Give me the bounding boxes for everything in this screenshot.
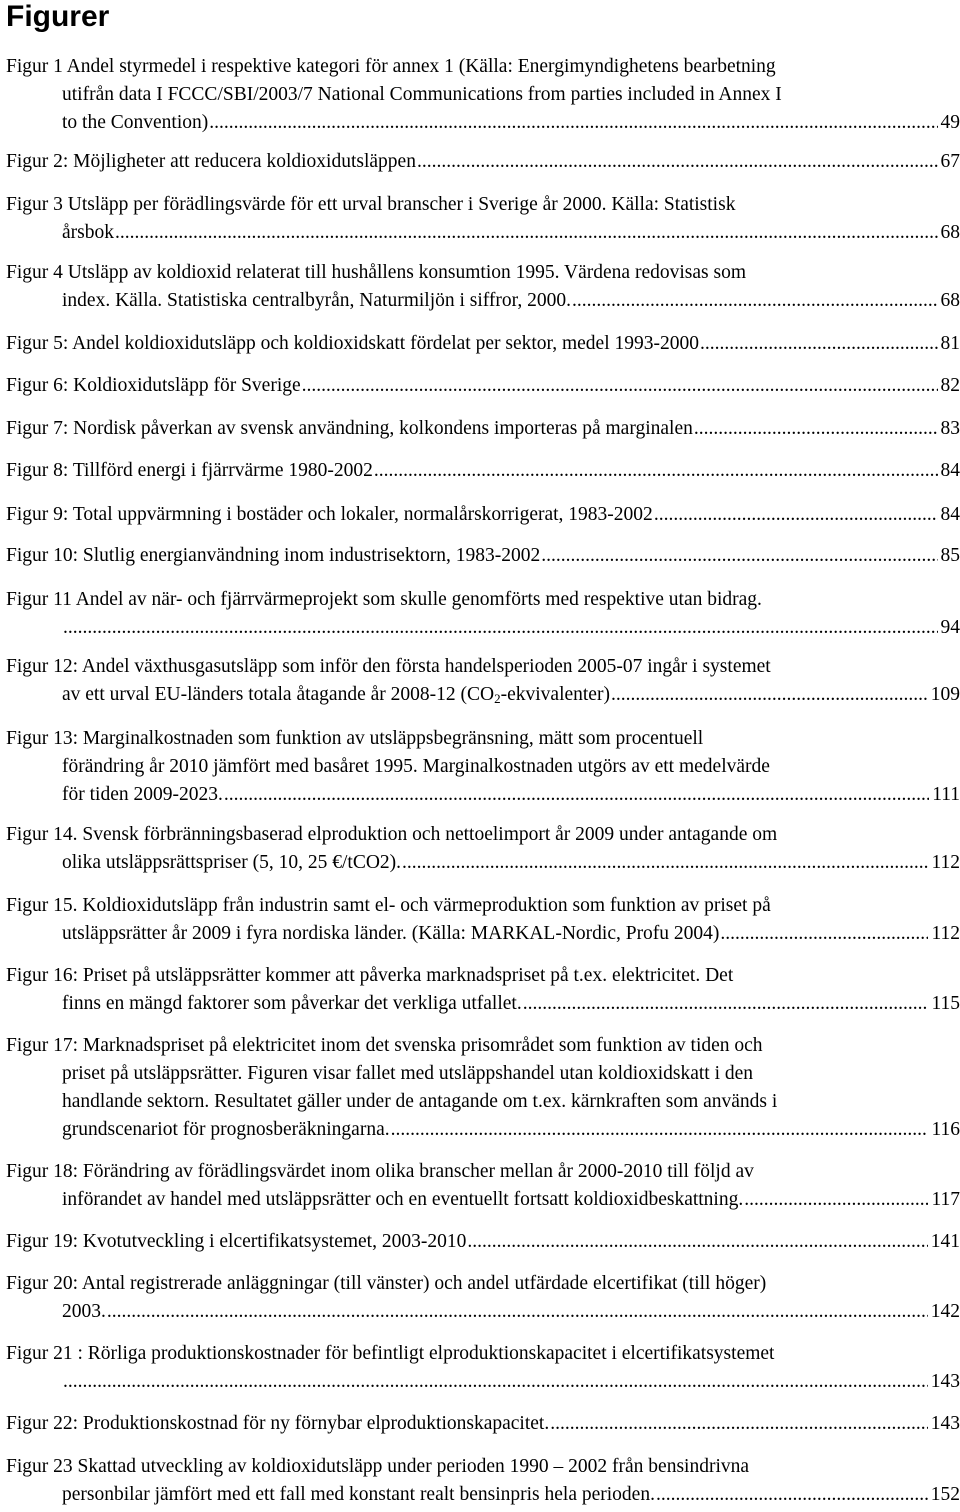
- toc-line: [62, 990, 960, 1018]
- entry-caption: utifrån data I FCCC/SBI/2003/7 National Communications from parties included in Annex I: [62, 84, 782, 105]
- page-number: 94: [940, 617, 960, 638]
- toc-line: [6, 53, 960, 81]
- dot-leader: [402, 849, 928, 877]
- page-number: 82: [940, 375, 960, 396]
- page-number: 116: [931, 1119, 960, 1140]
- toc-line: [6, 191, 960, 219]
- entry-caption: Figur 10: Slutlig energianvändning inom industrisektorn, 1983-2002: [6, 545, 541, 566]
- page-number: 68: [940, 222, 960, 243]
- page-number: 49: [940, 112, 960, 133]
- page-number: 115: [931, 993, 960, 1014]
- entry-caption: index. Källa. Statistiska centralbyrån, Naturmiljön i siffror, 2000.: [62, 290, 571, 311]
- toc-line: [6, 330, 960, 358]
- entry-caption: förändring år 2010 jämfört med basåret 1995. Marginalkostnaden utgörs av ett medelvärde: [62, 756, 770, 777]
- dot-leader: [611, 681, 928, 709]
- page-number: 67: [940, 151, 960, 172]
- dot-leader: [467, 1228, 927, 1256]
- entry-caption: utsläppsrätter år 2009 i fyra nordiska länder. (Källa: MARKAL-Nordic, Profu 2004): [62, 923, 720, 944]
- entry-caption: Figur 6: Koldioxidutsläpp för Sverige: [6, 375, 301, 396]
- dot-leader: [700, 330, 938, 358]
- toc-line: [62, 1298, 960, 1326]
- dot-leader: [694, 415, 938, 443]
- dot-leader: [654, 501, 938, 529]
- page-number: 143: [930, 1371, 960, 1392]
- dot-leader: [572, 287, 938, 315]
- entry-caption: årsbok: [62, 222, 114, 243]
- entry-caption: Figur 2: Möjligheter att reducera koldioxidutsläppen: [6, 151, 416, 172]
- toc-line: [62, 109, 960, 137]
- entry-caption: Figur 19: Kvotutveckling i elcertifikatsystemet, 2003-2010: [6, 1231, 467, 1252]
- toc-line: [6, 1228, 960, 1256]
- entry-caption: olika utsläppsrättspriser (5, 10, 25 €/tCO2).: [62, 852, 402, 873]
- toc-line: [62, 681, 960, 709]
- dot-leader: [541, 542, 937, 570]
- toc-line: [6, 653, 960, 681]
- page-number: 117: [931, 1189, 960, 1210]
- entry-caption: grundscenariot för prognosberäkningarna.: [62, 1119, 390, 1140]
- dot-leader: [302, 372, 938, 400]
- dot-leader: [550, 1410, 928, 1438]
- page-number: 111: [932, 784, 960, 805]
- dot-leader: [417, 148, 938, 176]
- toc-line: [6, 892, 960, 920]
- entry-caption: Figur 5: Andel koldioxidutsläpp och koldioxidskatt fördelat per sektor, medel 1993-2000: [6, 333, 699, 354]
- toc-line: [62, 1186, 960, 1214]
- entry-caption: Figur 21 : Rörliga produktionskostnader för befintligt elproduktionskapacitet i elcertifikatsystemet: [6, 1343, 775, 1364]
- toc-line: [62, 287, 960, 315]
- toc-line: [6, 1340, 960, 1368]
- toc-line: [6, 586, 960, 614]
- entry-caption: Figur 3 Utsläpp per förädlingsvärde för ett urval branscher i Sverige år 2000. Källa: Statistisk: [6, 194, 736, 215]
- toc-line: [6, 725, 960, 753]
- page-number: 68: [940, 290, 960, 311]
- entry-caption: finns en mängd faktorer som påverkar det verkliga utfallet.: [62, 993, 522, 1014]
- entry-caption: handlande sektorn. Resultatet gäller under de antagande om t.ex. kärnkraften som används i: [62, 1091, 778, 1112]
- entry-caption: Figur 7: Nordisk påverkan av svensk användning, kolkondens importeras på marginalen: [6, 418, 693, 439]
- dot-leader: [720, 920, 928, 948]
- toc-line: [62, 614, 960, 642]
- toc-line: [6, 148, 960, 176]
- toc-line: [62, 1088, 960, 1116]
- toc-line: [62, 81, 960, 109]
- toc-line: [6, 372, 960, 400]
- entry-caption: av ett urval EU-länders totala åtagande år 2008-12 $(CO_2-ekvivalenter)$: [62, 684, 610, 706]
- entry-caption: Figur 22: Produktionskostnad för ny förnybar elproduktionskapacitet.: [6, 1413, 550, 1434]
- dot-leader: [656, 1481, 928, 1509]
- page-number: 85: [940, 545, 960, 566]
- toc-line: [6, 501, 960, 529]
- page-heading: Figurer: [6, 0, 110, 33]
- entry-caption: Figur 1 Andel styrmedel i respektive kategori för annex 1 (Källa: Energimyndighetens bearbetning: [6, 56, 776, 77]
- entry-caption: Figur 14. Svensk förbränningsbaserad elproduktion och nettoelimport år 2009 under antagande om: [6, 824, 778, 845]
- toc-line: [62, 1116, 960, 1144]
- dot-leader: [523, 990, 929, 1018]
- entry-caption: för tiden 2009-2023.: [62, 784, 223, 805]
- toc-line: [6, 1453, 960, 1481]
- entry-caption: Figur 4 Utsläpp av koldioxid relaterat till hushållens konsumtion 1995. Värdena redovisas som: [6, 262, 746, 283]
- dot-leader: [224, 781, 929, 809]
- dot-leader: [115, 219, 938, 247]
- dot-leader: [744, 1186, 928, 1214]
- page-number: 81: [940, 333, 960, 354]
- page-number: 143: [930, 1413, 960, 1434]
- entry-caption: Figur 15. Koldioxidutsläpp från industrin samt el- och värmeproduktion som funktion av priset på: [6, 895, 771, 916]
- dot-leader: [63, 614, 938, 642]
- subscript: 2: [494, 691, 501, 706]
- entry-caption: to the Convention): [62, 112, 209, 133]
- page-number: 83: [940, 418, 960, 439]
- toc-line: [6, 542, 960, 570]
- page-number: 112: [931, 852, 960, 873]
- toc-line: [6, 1158, 960, 1186]
- page-number: 152: [930, 1484, 960, 1505]
- toc-line: [62, 1060, 960, 1088]
- entry-caption: Figur 11 Andel av när- och fjärrvärmeprojekt som skulle genomförts med respektive utan bidrag.: [6, 589, 762, 610]
- dot-leader: [63, 1368, 928, 1396]
- page-number: 142: [930, 1301, 960, 1322]
- toc-line: [62, 219, 960, 247]
- entry-caption: 2003.: [62, 1301, 106, 1322]
- toc-line: [6, 1032, 960, 1060]
- page-number: 84: [940, 460, 960, 481]
- page-number: 84: [940, 504, 960, 525]
- entry-caption: Figur 23 Skattad utveckling av koldioxidutsläpp under perioden 1990 – 2002 från bensindrivna: [6, 1456, 750, 1477]
- entry-caption: införandet av handel med utsläppsrätter och en eventuellt fortsatt koldioxidbeskattning.: [62, 1189, 744, 1210]
- toc-line: [62, 1368, 960, 1396]
- page-number: 109: [930, 684, 960, 705]
- toc-line: [6, 821, 960, 849]
- entry-caption: personbilar jämfört med ett fall med konstant realt bensinpris hela perioden.: [62, 1484, 655, 1505]
- entry-caption: Figur 13: Marginalkostnaden som funktion av utsläppsbegränsning, mätt som procentuell: [6, 728, 704, 749]
- toc-line: [62, 753, 960, 781]
- toc-line: [6, 457, 960, 485]
- toc-line: [6, 1410, 960, 1438]
- entry-caption: Figur 12: Andel växthusgasutsläpp som inför den första handelsperioden 2005-07 ingår i systemet: [6, 656, 771, 677]
- dot-leader: [209, 109, 937, 137]
- page-number: 112: [931, 923, 960, 944]
- entry-caption: Figur 20: Antal registrerade anläggningar (till vänster) och andel utfärdade elcertifikat (till höger): [6, 1273, 767, 1294]
- toc-line: [6, 1270, 960, 1298]
- entry-caption: Figur 8: Tillförd energi i fjärrvärme 1980-2002: [6, 460, 373, 481]
- entry-caption: Figur 17: Marknadspriset på elektricitet inom det svenska prisområdet som funktion av tiden och: [6, 1035, 763, 1056]
- entry-caption: Figur 18: Förändring av förädlingsvärdet inom olika branscher mellan år 2000-2010 till följd av: [6, 1161, 754, 1182]
- dot-leader: [391, 1116, 929, 1144]
- dot-leader: [374, 457, 938, 485]
- toc-line: [62, 1481, 960, 1509]
- entry-caption: Figur 9: Total uppvärmning i bostäder och lokaler, normalårskorrigerat, 1983-2002: [6, 504, 653, 525]
- toc-line: [62, 781, 960, 809]
- toc-line: [6, 962, 960, 990]
- toc-line: [62, 920, 960, 948]
- entry-caption: priset på utsläppsrätter. Figuren visar fallet med utsläppshandel utan koldioxidskatt i den: [62, 1063, 754, 1084]
- page-number: 141: [930, 1231, 960, 1252]
- toc-line: [62, 849, 960, 877]
- toc-line: [6, 259, 960, 287]
- toc-line: [6, 415, 960, 443]
- entry-caption: Figur 16: Priset på utsläppsrätter kommer att påverka marknadspriset på t.ex. elektricitet. Det: [6, 965, 734, 986]
- dot-leader: [107, 1298, 928, 1326]
